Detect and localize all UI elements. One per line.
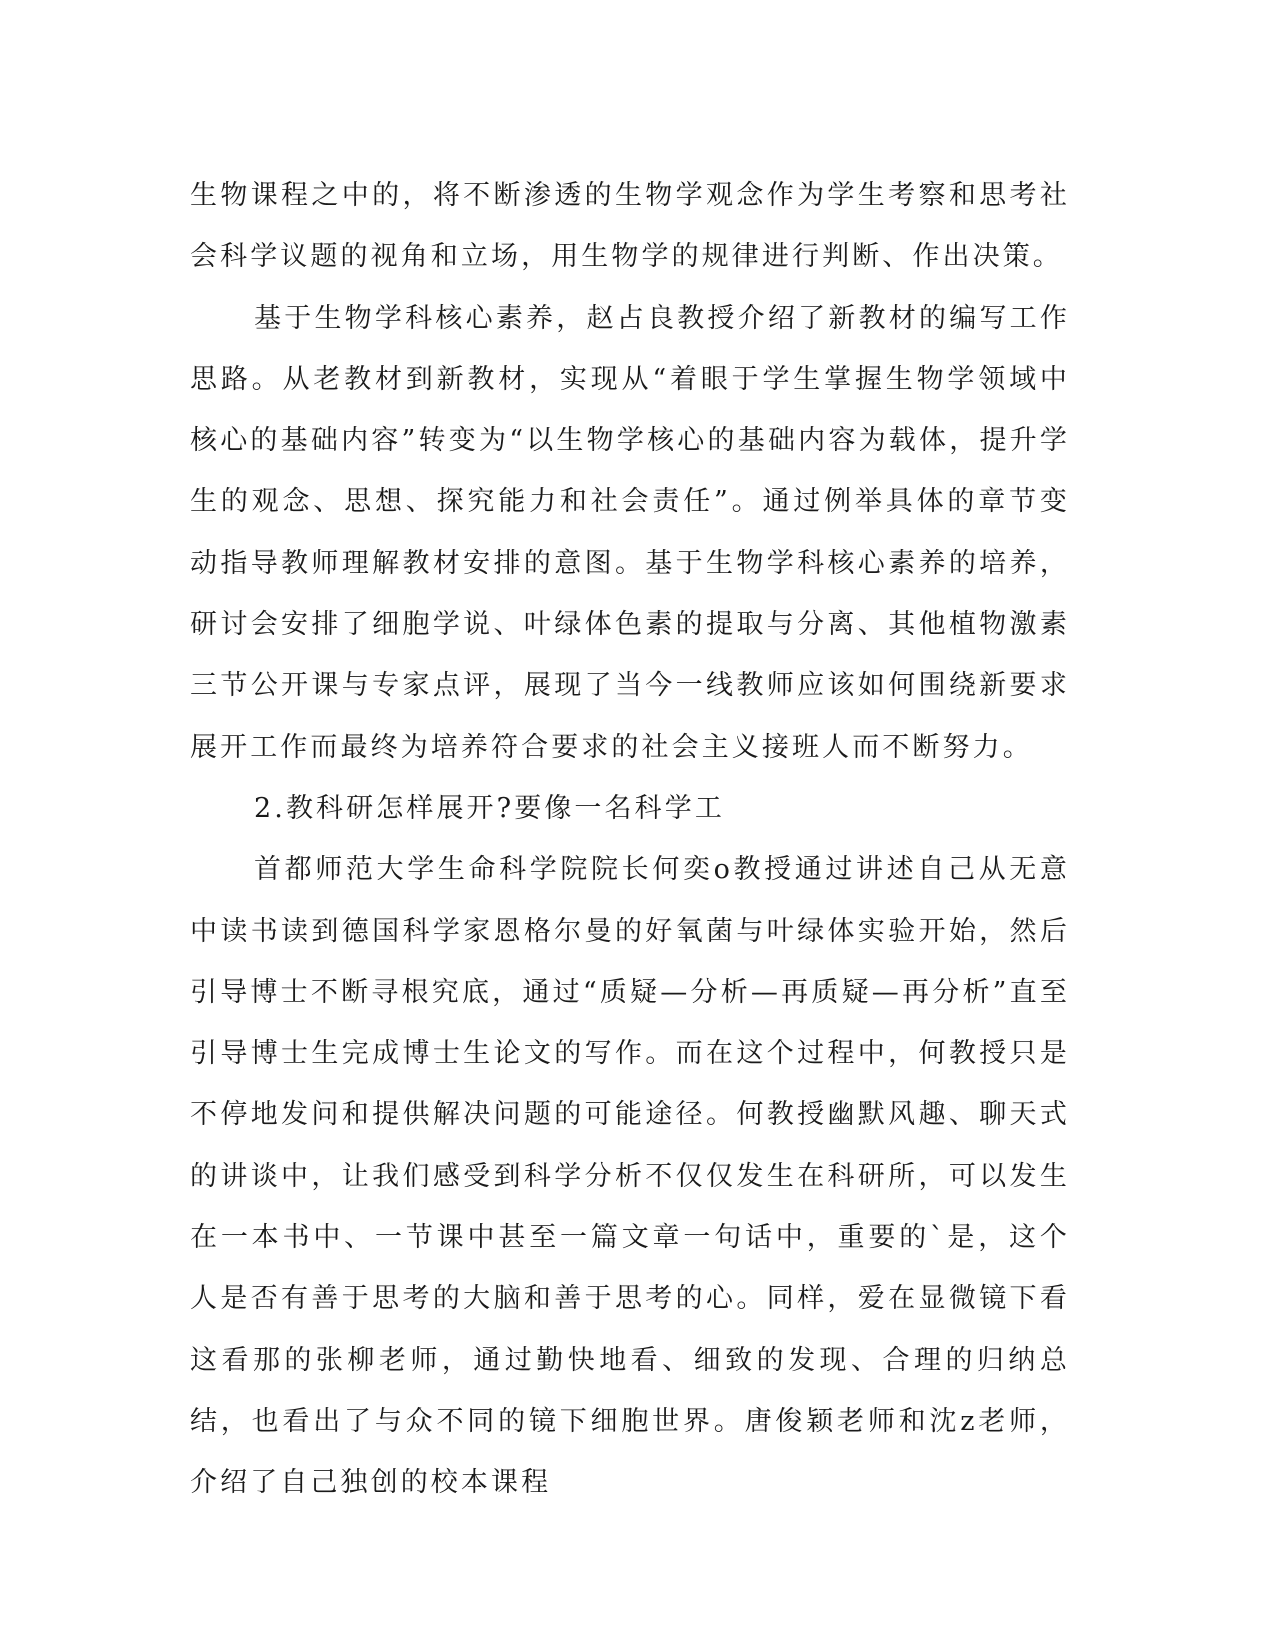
paragraph-4: 首都师范大学生命科学院院长何奕o教授通过讲述自己从无意中读书读到德国科学家恩格尔曼的好氧菌与叶绿体实验开始，然后引导博士不断寻根究底，通过“质疑—分析—再质疑—再分析”直至引导博士生完成博士生论文的写作。而在这个过程中，何教授只是不停地发问和提供解决问题的可能途径。何教授幽默风趣、聊天式的讲谈中，让我们感受到科学分析不仅仅发生在科研所，可以发生在一本书中、一节课中甚至一篇文章一句话中，重要的`是，这个人是否有善于思考的大脑和善于思考的心。同样，爱在显微镜下看这看那的张柳老师，通过勤快地看、细致的发现、合理的归纳总结，也看出了与众不同的镜下细胞世界。唐俊颖老师和沈z老师，介绍了自己独创的校本课程: [190, 854, 1070, 1499]
document-body: [190, 165, 1070, 1514]
section-heading-2: 2.教科研怎样展开?要像一名科学工: [254, 792, 725, 824]
paragraph-2: 基于生物学科核心素养，赵占良教授介绍了新教材的编写工作思路。从老教材到新教材，实现从“着眼于学生掌握生物学领域中核心的基础内容”转变为“以生物学核心的基础内容为载体，提升学生的观念、思想、探究能力和社会责任”。通过例举具体的章节变动指导教师理解教材安排的意图。基于生物学科核心素养的培养，研讨会安排了细胞学说、叶绿体色素的提取与分离、其他植物激素三节公开课与专家点评，展现了当今一线教师应该如何围绕新要求展开工作而最终为培养符合要求的社会主义接班人而不断努力。: [190, 302, 1070, 763]
paragraph-1: 生物课程之中的，将不断渗透的生物学观念作为学生考察和思考社会科学议题的视角和立场，用生物学的规律进行判断、作出决策。: [190, 180, 1070, 273]
